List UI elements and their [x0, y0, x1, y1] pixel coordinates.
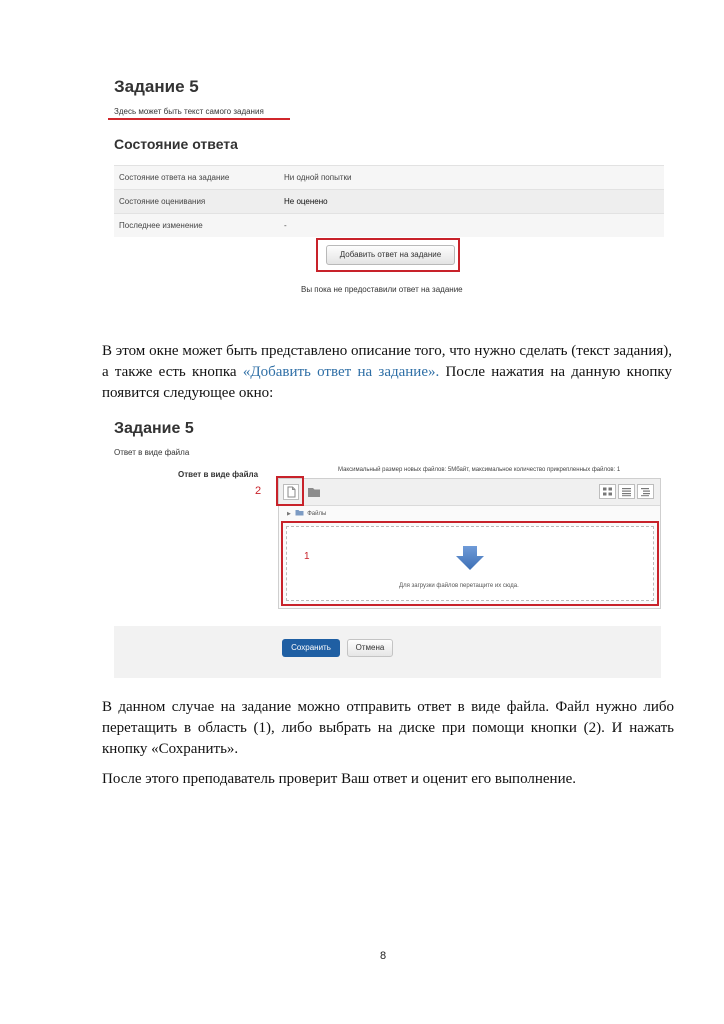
paragraph-text: В этом окне может быть представлено описание того, что нужно сделать (текст задания), а также есть кнопка	[102, 343, 672, 380]
view-list-button[interactable]	[618, 484, 635, 499]
status-value: Не оценено	[279, 190, 664, 214]
view-tree-button[interactable]	[637, 484, 654, 499]
status-label: Состояние оценивания	[114, 190, 279, 214]
upload-limits-text: Максимальный размер новых файлов: 5Мбайт, максимальное количество прикрепленных файлов: 1	[338, 467, 621, 473]
view-icons-icon	[600, 485, 615, 498]
table-row	[114, 166, 664, 190]
arrow-down-icon	[455, 545, 485, 571]
create-folder-button[interactable]	[305, 484, 323, 500]
expand-icon: ▶	[287, 511, 291, 517]
paragraph-intro	[102, 341, 672, 404]
drop-hint: Для загрузки файлов перетащите их сюда.	[399, 583, 519, 589]
cancel-button[interactable]: Отмена	[347, 639, 393, 657]
submission-status-table	[114, 165, 664, 237]
status-label: Последнее изменение	[114, 214, 279, 238]
no-submission-notice: Вы пока не предоставили ответ на задание	[301, 285, 463, 294]
add-submission-button[interactable]: Добавить ответ на задание	[326, 245, 455, 265]
folder-icon	[295, 509, 304, 516]
breadcrumb-label: Файлы	[307, 511, 327, 517]
breadcrumb[interactable]	[287, 509, 326, 517]
save-button[interactable]: Сохранить	[282, 639, 340, 657]
assignment-text: Здесь может быть текст самого задания	[114, 107, 264, 116]
submission-status-heading: Состояние ответа	[114, 136, 238, 152]
paragraph-conclusion: После этого преподаватель проверит Ваш ответ и оценит его выполнение.	[102, 771, 577, 787]
create-folder-icon	[305, 484, 323, 500]
view-icons-button[interactable]	[599, 484, 616, 499]
status-value: -	[279, 214, 664, 238]
status-label: Состояние ответа на задание	[114, 166, 279, 190]
highlight-underline	[108, 118, 290, 120]
page-number: 8	[380, 950, 387, 962]
highlight-frame	[276, 476, 304, 506]
view-list-icon	[619, 485, 634, 498]
callout-number: 2	[255, 485, 262, 497]
file-field-label: Ответ в виде файла	[178, 470, 259, 479]
paragraph-instructions: В данном случае на задание можно отправить ответ в виде файла. Файл нужно либо перетащить в область (1), либо выбрать на диске при помощи кнопки (2). И нажать кнопку «Сохранить».	[102, 699, 674, 757]
callout-number: 1	[304, 551, 310, 562]
view-tree-icon	[638, 485, 653, 498]
assignment-text: Ответ в виде файла	[114, 448, 190, 457]
table-row	[114, 214, 664, 238]
quoted-button-name: «Добавить ответ на задание».	[242, 364, 440, 380]
table-row	[114, 190, 664, 214]
paragraph-text: После нажатия на данную кнопку появится следующее окно:	[102, 364, 672, 401]
assignment-title: Задание 5	[114, 420, 194, 437]
status-value: Ни одной попытки	[279, 166, 664, 190]
assignment-title: Задание 5	[114, 77, 199, 96]
